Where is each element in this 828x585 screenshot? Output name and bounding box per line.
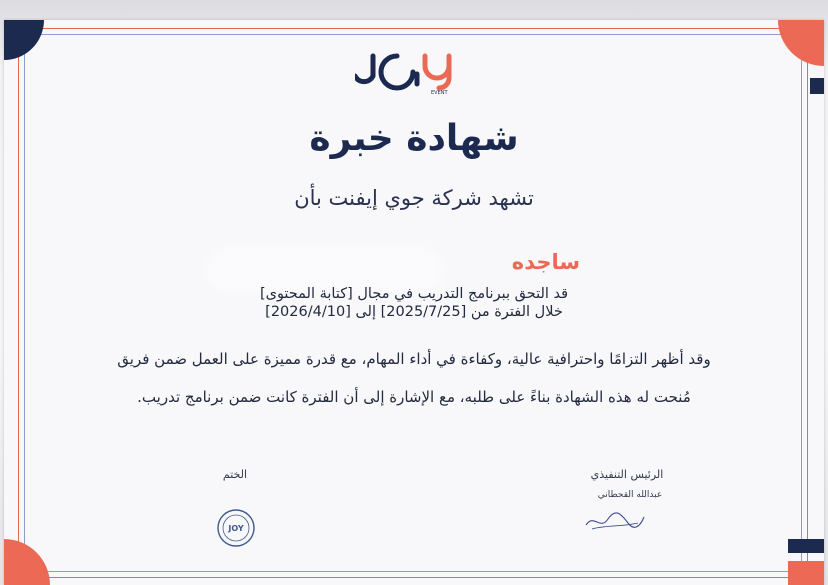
logo-sub-text: EVENT: [431, 90, 448, 96]
performance-line: وقد أظهر التزامًا واحترافية عالية، وكفاءة في أداء المهام، مع قدرة مميزة على العمل ضمن فريق: [117, 350, 711, 368]
company-seal-stamp: [216, 508, 256, 548]
inner-border: [24, 34, 802, 572]
bottom-left-corner-ornament: [4, 525, 64, 585]
recipient-name: ساجده: [511, 250, 580, 274]
svg-text:JOY: JOY: [228, 524, 244, 533]
program-line: قد التحق ببرنامج التدريب في مجال [كتابة المحتوى]: [259, 286, 569, 302]
joy-event-logo: [355, 48, 475, 96]
top-left-corner-ornament: [4, 20, 64, 80]
executive-title: الرئيس التنفيذي: [590, 468, 664, 481]
recipient-row: [0, 250, 828, 284]
redacted-name-blur: [215, 256, 435, 284]
seal-title: الختم: [222, 468, 248, 481]
certificate-title: شهادة خبرة: [309, 118, 519, 159]
handwritten-signature: [582, 505, 648, 533]
top-right-corner-ornament: [764, 20, 824, 100]
period-line: خلال الفترة من [2025/7/25] إلى [2026/4/10]: [265, 304, 563, 320]
executive-name: عبدالله القحطاني: [597, 490, 663, 500]
certificate-sheet: [4, 20, 824, 585]
certificate-subtitle: تشهد شركة جوي إيفنت بأن: [294, 186, 534, 210]
note-line: مُنحت له هذه الشهادة بناءً على طلبه، مع الإشارة إلى أن الفترة كانت ضمن برنامج تدريب.: [137, 388, 691, 406]
bottom-right-corner-ornament: [774, 525, 824, 585]
